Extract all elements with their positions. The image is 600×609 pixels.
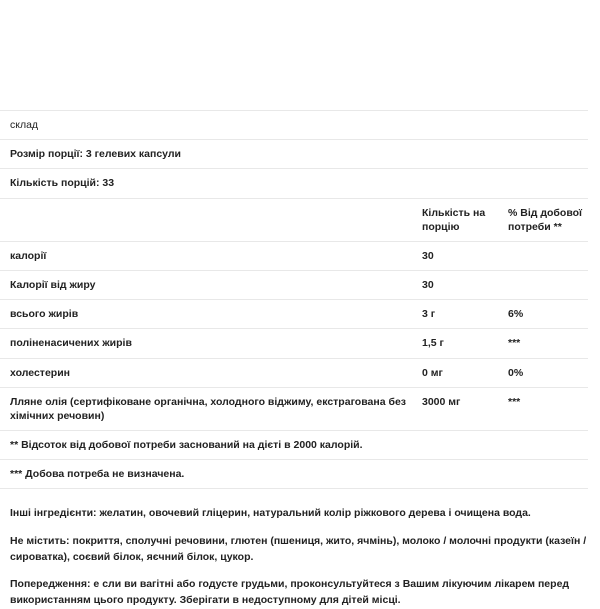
nutrient-amount: 1,5 г [412, 329, 498, 358]
nutrient-daily-value: *** [498, 329, 588, 358]
nutrient-amount: 3 г [412, 300, 498, 329]
warning-paragraph: Попередження: е сли ви вагітні або годусте грудьми, проконсультуйтеся з Вашим лікуючим лікарем перед використанням цього продукту. Зберігати в недоступному для дітей місці. [10, 578, 570, 607]
nutrient-amount: 30 [412, 241, 498, 270]
nutrient-amount: 3000 мг [412, 387, 498, 430]
table-row [0, 271, 588, 300]
other-ingredients-paragraph: Інші інгредієнти: желатин, овочевий гліцерин, натуральний колір ріжкового дерева і очищена вода. [10, 507, 531, 520]
table-row-servings-per-container [0, 169, 588, 198]
column-header-daily-value: % Від добової потреби ** [498, 198, 588, 241]
nutrient-amount: 30 [412, 271, 498, 300]
nutrient-name: Калорії від жиру [0, 271, 412, 300]
nutrient-name: поліненасичених жирів [0, 329, 412, 358]
nutrient-name: холестерин [0, 358, 412, 387]
table-header-row [0, 198, 588, 241]
nutrient-daily-value [498, 241, 588, 270]
table-row-footnote [0, 431, 588, 460]
nutrient-amount: 0 мг [412, 358, 498, 387]
nutrient-name: Лляне олія (сертифіковане органічна, холодного віджиму, екстрагована без хімічних речовин) [0, 387, 412, 430]
nutrient-name: калорії [0, 241, 412, 270]
column-header-nutrient [0, 198, 412, 241]
footnote-daily-value-basis: ** Відсоток від добової потреби заснований на дієті в 2000 калорій. [0, 431, 588, 460]
table-row [0, 300, 588, 329]
nutrient-daily-value: 6% [498, 300, 588, 329]
column-header-amount-per-serving: Кількість на порцію [412, 198, 498, 241]
footnote-dv-not-established: *** Добова потреба не визначена. [0, 460, 588, 489]
nutrient-daily-value: *** [498, 387, 588, 430]
nutrient-name: всього жирів [0, 300, 412, 329]
nutrient-daily-value: 0% [498, 358, 588, 387]
supplement-facts-title: склад [0, 111, 588, 140]
table-row [0, 387, 588, 430]
table-row-footnote [0, 460, 588, 489]
info-paragraphs [0, 505, 600, 608]
table-row-serving-size [0, 140, 588, 169]
table-row [0, 241, 588, 270]
supplement-facts-table [0, 110, 588, 489]
free-from-paragraph: Не містить: покриття, сполучні речовини, глютен (пшениця, жито, ячмінь), молоко / молочні продукти (казеїн / сироватка), соєвий білок, яєчний білок, цукор. [10, 534, 587, 563]
table-row [0, 329, 588, 358]
serving-size-label: Розмір порції: 3 гелевих капсули [0, 140, 588, 169]
table-row [0, 358, 588, 387]
table-row-title [0, 111, 588, 140]
top-spacer [0, 0, 600, 110]
servings-per-container-label: Кількість порцій: 33 [0, 169, 588, 198]
nutrient-daily-value [498, 271, 588, 300]
